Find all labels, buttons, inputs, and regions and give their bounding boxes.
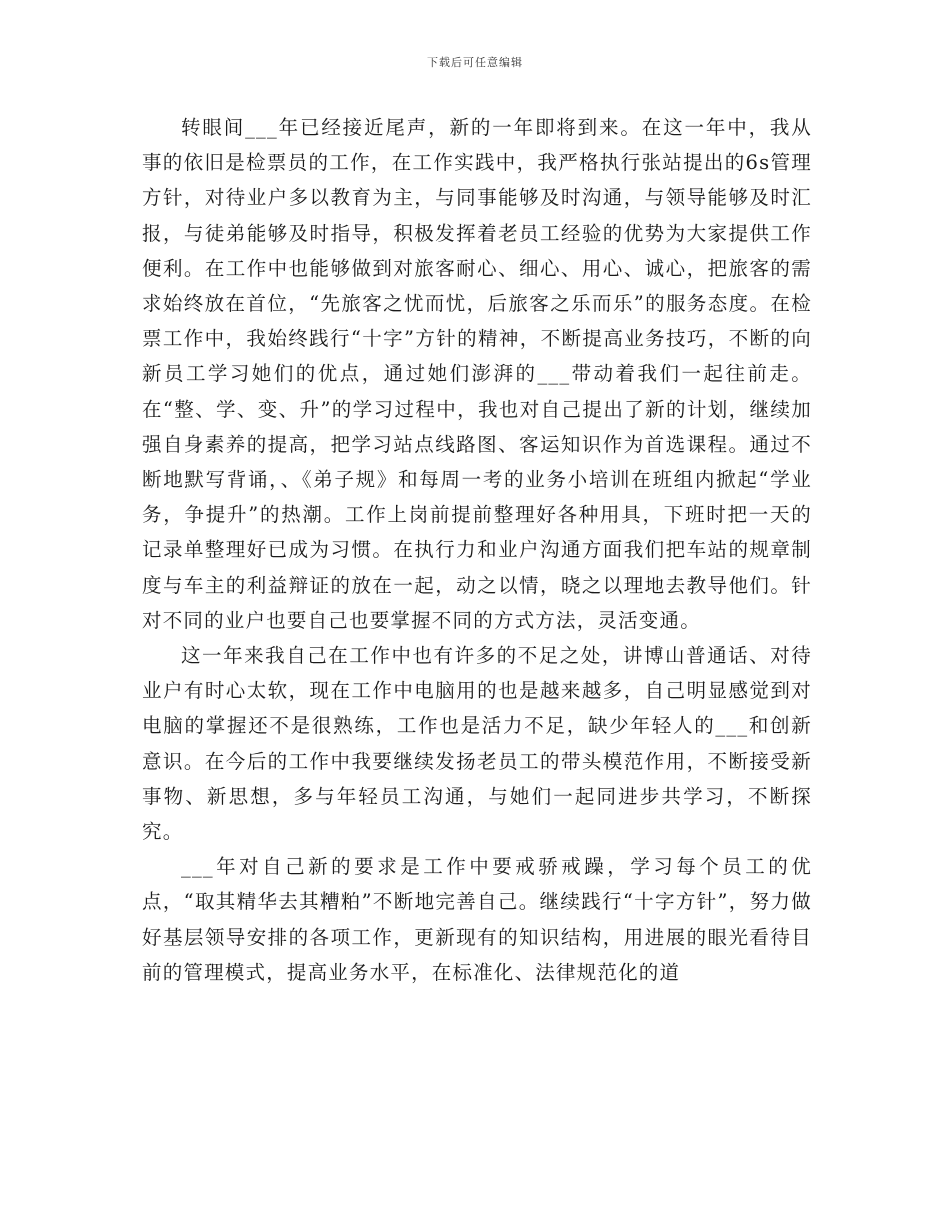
- document-body: [142, 110, 812, 990]
- paragraph-1: 转眼间___年已经接近尾声，新的一年即将到来。在这一年中，我从事的依旧是检票员的工作，在工作实践中，我严格执行张站提出的6s管理方针，对待业户多以教育为主，与同事能够及时沟通，与领导能够及时汇报，与徒弟能够及时指导，积极发挥着老员工经验的优势为大家提供工作便利。在工作中也能够做到对旅客耐心、细心、用心、诚心，把旅客的需求始终放在首位，“先旅客之忧而忧，后旅客之乐而乐”的服务态度。在检票工作中，我始终践行“十字”方针的精神，不断提高业务技巧，不断的向新员工学习她们的优点，通过她们澎湃的___带动着我们一起往前走。在“整、学、变、升”的学习过程中，我也对自己提出了新的计划，继续加强自身素养的提高，把学习站点线路图、客运知识作为首选课程。通过不断地默写背诵，、《弟子规》和每周一考的业务小培训在班组内掀起“学业务，争提升”的热潮。工作上岗前提前整理好各种用具，下班时把一天的记录单整理好已成为习惯。在执行力和业户沟通方面我们把车站的规章制度与车主的利益辩证的放在一起，动之以情，晓之以理地去教导他们。针对不同的业户也要自己也要掌握不同的方式方法，灵活变通。: [142, 116, 812, 632]
- paragraph-2: 这一年来我自己在工作中也有许多的不足之处，讲博山普通话、对待业户有时心太软，现在工作中电脑用的也是越来越多，自己明显感觉到对电脑的掌握还不是很熟练，工作也是活力不足，缺少年轻人的___和创新意识。在今后的工作中我要继续发扬老员工的带头模范作用，不断接受新事物、新思想，多与年轻员工沟通，与她们一起同进步共学习，不断探究。: [142, 644, 812, 844]
- paragraph-3: ___年对自己新的要求是工作中要戒骄戒躁，学习每个员工的优点，“取其精华去其糟粕”不断地完善自己。继续践行“十字方针”，努力做好基层领导安排的各项工作，更新现有的知识结构，用进展的眼光看待目前的管理模式，提高业务水平，在标准化、法律规范化的道: [142, 855, 812, 984]
- page-header: 下载后可任意编辑: [427, 56, 523, 69]
